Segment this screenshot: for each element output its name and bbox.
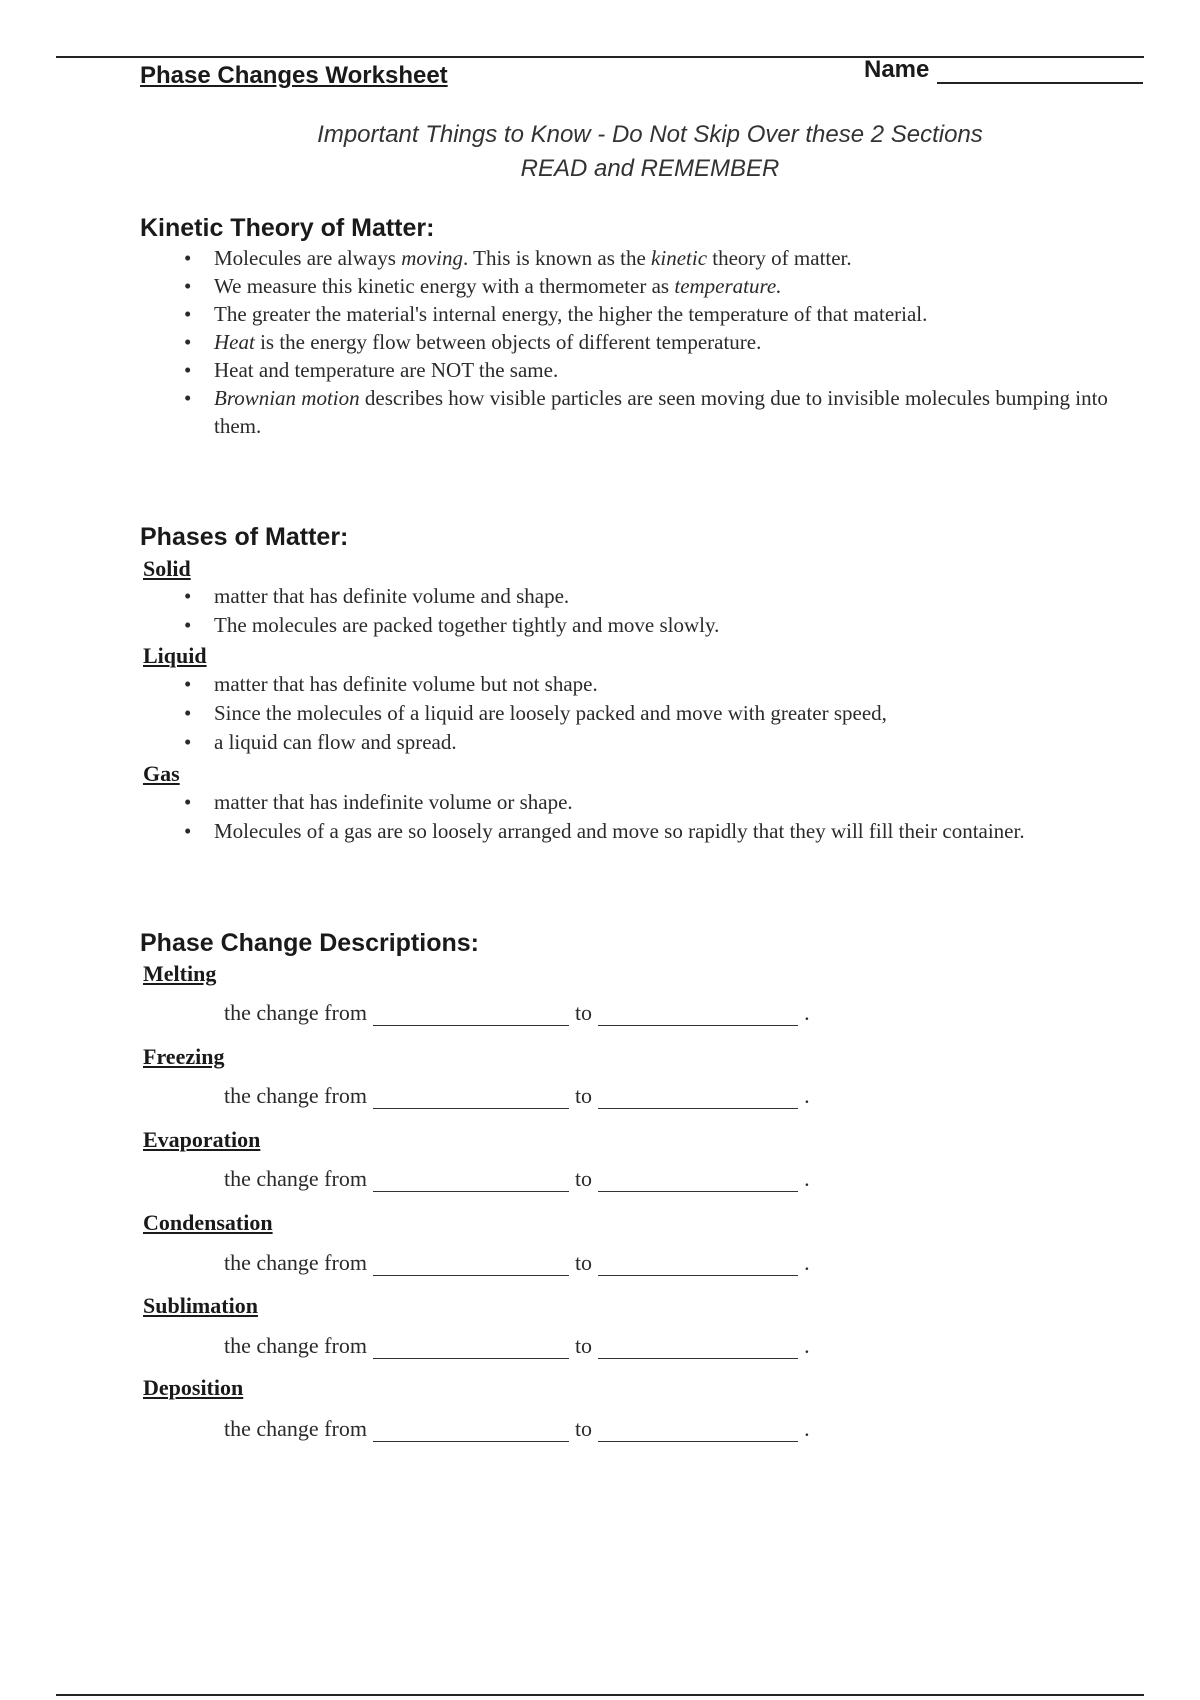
liquid-label: Liquid xyxy=(143,643,207,668)
kinetic-item: • Molecules are always moving. This is known as the kinetic theory of matter. xyxy=(184,244,1114,272)
gas-item: • matter that has indefinite volume or shape. xyxy=(184,788,1174,817)
evaporation-label: Evaporation xyxy=(143,1127,261,1152)
from-blank[interactable] xyxy=(373,1086,569,1109)
worksheet-title: Phase Changes Worksheet xyxy=(140,62,448,89)
to-blank[interactable] xyxy=(598,1086,798,1109)
liquid-item: • matter that has definite volume but not shape. xyxy=(184,670,1144,699)
kinetic-item: • The greater the material's internal energy, the higher the temperature of that material. xyxy=(184,300,1114,328)
solid-item: • The molecules are packed together tightly and move slowly. xyxy=(184,611,1144,640)
from-blank[interactable] xyxy=(373,1003,569,1026)
condensation-label: Condensation xyxy=(143,1210,273,1235)
from-blank[interactable] xyxy=(373,1253,569,1276)
solid-label: Solid xyxy=(143,556,191,581)
liquid-item: • a liquid can flow and spread. xyxy=(184,728,1144,757)
freezing-line: the change from to . xyxy=(224,1083,810,1108)
name-label: Name xyxy=(864,56,930,83)
evaporation-line: the change from to . xyxy=(224,1166,810,1191)
to-blank[interactable] xyxy=(598,1419,798,1442)
bottom-rule xyxy=(56,1694,1144,1696)
kinetic-item: • We measure this kinetic energy with a thermometer as temperature. xyxy=(184,272,1114,300)
liquid-item: • Since the molecules of a liquid are loosely packed and move with greater speed, xyxy=(184,699,1144,728)
from-blank[interactable] xyxy=(373,1169,569,1192)
intro-note xyxy=(200,118,1100,186)
phases-heading: Phases of Matter: xyxy=(140,523,349,551)
to-blank[interactable] xyxy=(598,1003,798,1026)
condensation-line: the change from to . xyxy=(224,1250,810,1275)
kinetic-item: • Heat and temperature are NOT the same. xyxy=(184,356,1114,384)
intro-line-1: Important Things to Know - Do Not Skip Over these 2 Sections xyxy=(317,121,983,148)
sublimation-label: Sublimation xyxy=(143,1293,258,1318)
gas-list xyxy=(184,788,1174,846)
melting-label: Melting xyxy=(143,961,217,986)
intro-line-2: READ and REMEMBER xyxy=(520,155,780,182)
name-field xyxy=(864,56,1143,84)
kinetic-list xyxy=(184,244,1114,440)
solid-list xyxy=(184,582,1144,640)
descriptions-heading: Phase Change Descriptions: xyxy=(140,929,479,957)
from-blank[interactable] xyxy=(373,1336,569,1359)
freezing-label: Freezing xyxy=(143,1044,225,1069)
to-blank[interactable] xyxy=(598,1336,798,1359)
kinetic-heading: Kinetic Theory of Matter: xyxy=(140,214,435,242)
solid-item: • matter that has definite volume and shape. xyxy=(184,582,1144,611)
gas-label: Gas xyxy=(143,761,180,786)
from-blank[interactable] xyxy=(373,1419,569,1442)
deposition-label: Deposition xyxy=(143,1375,244,1400)
kinetic-item: • Heat is the energy flow between objects of different temperature. xyxy=(184,328,1114,356)
gas-item: • Molecules of a gas are so loosely arranged and move so rapidly that they will fill their container. xyxy=(184,817,1174,846)
to-blank[interactable] xyxy=(598,1253,798,1276)
sublimation-line: the change from to . xyxy=(224,1333,810,1358)
liquid-list xyxy=(184,670,1144,757)
name-blank[interactable] xyxy=(937,58,1143,84)
kinetic-item: • Brownian motion describes how visible particles are seen moving due to invisible molecules bumping into them. xyxy=(184,384,1114,440)
to-blank[interactable] xyxy=(598,1169,798,1192)
deposition-line: the change from to . xyxy=(224,1416,810,1441)
melting-line: the change from to . xyxy=(224,1000,810,1025)
